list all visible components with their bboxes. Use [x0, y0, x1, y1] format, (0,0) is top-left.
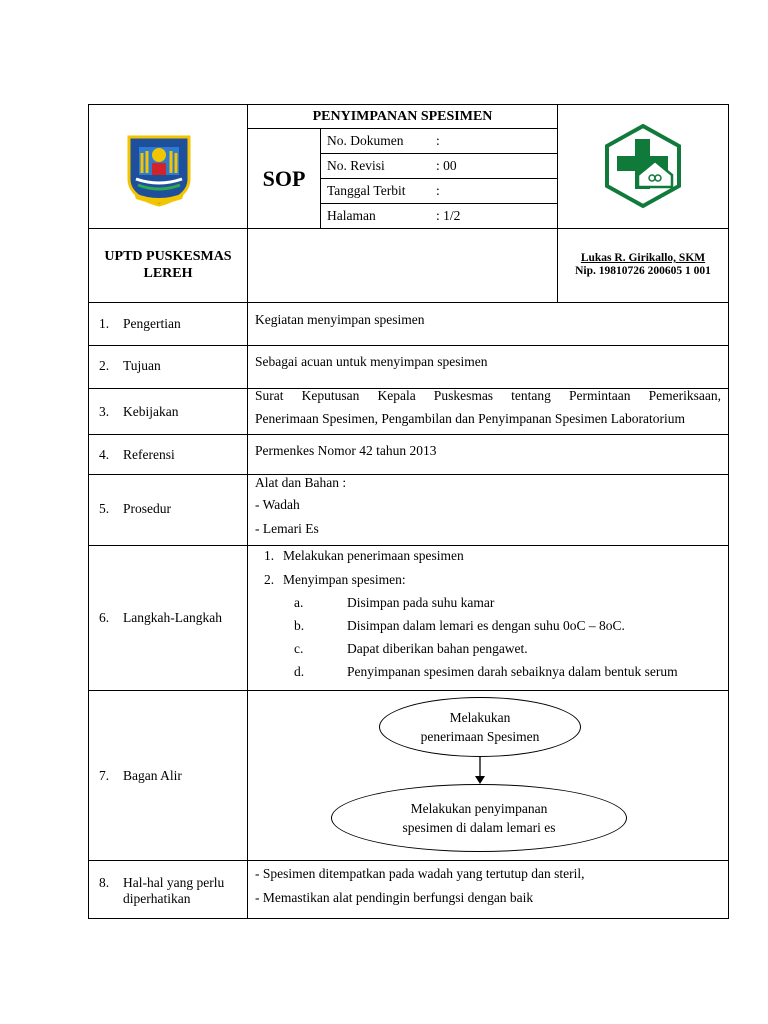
step-text: Melakukan penerimaan spesimen — [283, 548, 464, 563]
row-text-tujuan: Sebagai acuan untuk menyimpan spesimen — [255, 354, 488, 369]
hal-line: - Spesimen ditempatkan pada wadah yang tertutup dan steril, — [255, 866, 585, 881]
substep-text: Disimpan pada suhu kamar — [347, 595, 495, 610]
flow-node-text: spesimen di dalam lemari es — [402, 820, 556, 835]
row-number: 1. — [99, 316, 110, 331]
row-label-referensi: Referensi — [123, 447, 175, 462]
substep-letter: c. — [294, 641, 304, 656]
substep-text: Disimpan dalam lemari es dengan suhu 0oC – 8oC. — [347, 618, 625, 633]
row-text-kebijakan-line2: Penerimaan Spesimen, Pengambilan dan Penyimpanan Spesimen Laboratorium — [255, 411, 686, 426]
flow-node-text: Melakukan — [449, 710, 511, 725]
step-number: 1. — [264, 548, 275, 563]
row-text-kebijakan-line1: Surat Keputusan Kepala Puskesmas tentang Permintaan Pemeriksaan, — [255, 388, 721, 403]
prosedur-line: - Wadah — [255, 497, 300, 512]
row-label-bagan: Bagan Alir — [123, 768, 182, 783]
field-value-no-revisi: : 00 — [436, 158, 457, 173]
prosedur-line: - Lemari Es — [255, 521, 319, 536]
substep-text: Dapat diberikan bahan pengawet. — [347, 641, 528, 656]
org-name-line2: LEREH — [143, 266, 193, 281]
row-number: 6. — [99, 610, 110, 625]
flow-node-text: penerimaan Spesimen — [420, 729, 540, 744]
document-title: PENYIMPANAN SPESIMEN — [312, 109, 493, 124]
step-text: Menyimpan spesimen: — [283, 572, 406, 587]
row-number: 3. — [99, 404, 110, 419]
row-number: 5. — [99, 501, 110, 516]
flow-arrow — [474, 757, 486, 785]
flow-node-penyimpanan — [331, 784, 627, 852]
row-number: 2. — [99, 358, 110, 373]
row-label-hal-line1: Hal-hal yang perlu — [123, 875, 225, 890]
signer-nip: Nip. 19810726 200605 1 001 — [575, 265, 711, 277]
row-label-langkah: Langkah-Langkah — [123, 610, 222, 625]
row-label-hal-line2: diperhatikan — [123, 891, 191, 906]
field-value-no-dokumen: : — [436, 133, 440, 148]
substep-letter: a. — [294, 595, 304, 610]
field-value-tanggal-terbit: : — [436, 183, 440, 198]
field-label-no-dokumen: No. Dokumen — [327, 133, 404, 148]
row-label-tujuan: Tujuan — [123, 358, 161, 373]
row-label-pengertian: Pengertian — [123, 316, 181, 331]
org-name-line1: UPTD PUSKESMAS — [104, 249, 232, 264]
substep-text: Penyimpanan spesimen darah sebaiknya dalam bentuk serum — [347, 664, 678, 679]
puskesmas-logo — [603, 123, 683, 209]
row-label-prosedur: Prosedur — [123, 501, 171, 516]
row-label-kebijakan: Kebijakan — [123, 404, 179, 419]
row-text-pengertian: Kegiatan menyimpan spesimen — [255, 312, 425, 327]
flow-node-penerimaan — [379, 697, 581, 757]
sop-label: SOP — [262, 166, 306, 191]
signer-name: Lukas R. Girikallo, SKM — [580, 252, 706, 264]
field-value-halaman: : 1/2 — [436, 208, 461, 223]
substep-letter: b. — [294, 618, 305, 633]
hal-line: - Memastikan alat pendingin berfungsi dengan baik — [255, 890, 534, 905]
regional-emblem-logo — [124, 133, 194, 207]
field-label-halaman: Halaman — [327, 208, 376, 223]
field-label-no-revisi: No. Revisi — [327, 158, 385, 173]
substep-letter: d. — [294, 664, 305, 679]
flow-node-text: Melakukan penyimpanan — [410, 801, 548, 816]
row-number: 4. — [99, 447, 110, 462]
row-number: 8. — [99, 875, 110, 890]
prosedur-line: Alat dan Bahan : — [255, 475, 347, 490]
field-label-tanggal-terbit: Tanggal Terbit — [327, 183, 406, 198]
step-number: 2. — [264, 572, 275, 587]
row-number: 7. — [99, 768, 110, 783]
row-text-referensi: Permenkes Nomor 42 tahun 2013 — [255, 443, 437, 458]
